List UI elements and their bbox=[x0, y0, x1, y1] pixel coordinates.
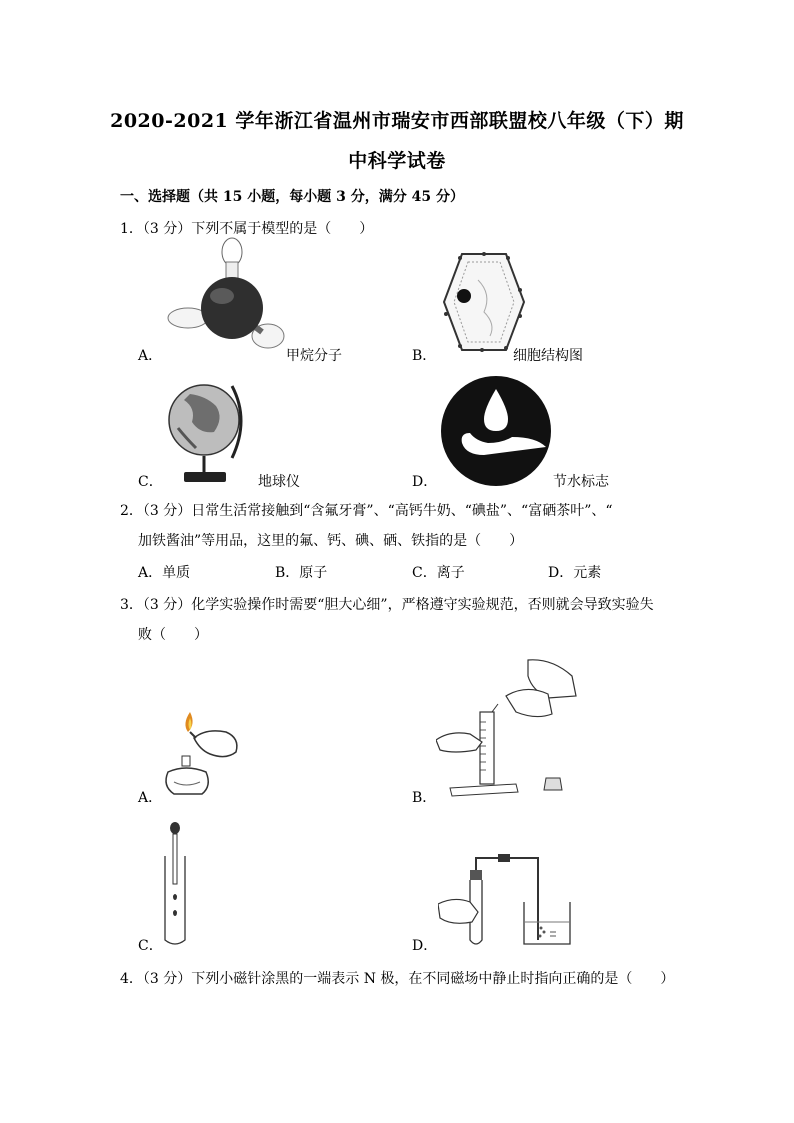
dropper-in-test-tube-icon bbox=[160, 822, 190, 948]
section-heading: 一、选择题（共 15 小题，每小题 3 分，满分 45 分） bbox=[120, 189, 464, 205]
gas-tightness-check-icon bbox=[438, 852, 574, 948]
q1-option-b-caption: 细胞结构图 bbox=[513, 348, 583, 364]
q2-option-b: B．原子 bbox=[275, 565, 328, 581]
q2-option-c: C．离子 bbox=[412, 565, 465, 581]
q1-option-b-letter: B． bbox=[412, 348, 437, 364]
q1-option-d-letter: D． bbox=[412, 474, 438, 490]
cell-structure-diagram-icon bbox=[440, 250, 528, 354]
question-3-stem-line-1: 3．（3 分）化学实验操作时需要“胆大心细”，严格遵守实验规范，否则就会导致实验失 bbox=[120, 597, 654, 613]
q1-option-a-caption: 甲烷分子 bbox=[286, 348, 342, 364]
question-2-stem-line-1: 2．（3 分）日常生活常接触到“含氟牙膏”、“高钙牛奶、“碘盐”、“富硒茶叶”、“ bbox=[120, 503, 613, 519]
question-4-stem: 4．（3 分）下列小磁针涂黑的一端表示 N 极，在不同磁场中静止时指向正确的是（ ） bbox=[120, 971, 675, 987]
exam-title-line-2: 中科学试卷 bbox=[348, 150, 446, 172]
water-saving-logo-icon bbox=[440, 375, 552, 487]
q1-option-d-caption: 节水标志 bbox=[553, 474, 609, 490]
alcohol-lamp-lighting-icon bbox=[160, 708, 244, 800]
pouring-into-graduated-cylinder-icon bbox=[436, 656, 582, 798]
q3-option-c-letter: C． bbox=[138, 938, 163, 954]
q1-option-c-caption: 地球仪 bbox=[258, 474, 300, 490]
question-1-stem: 1．（3 分）下列不属于模型的是（ ） bbox=[120, 221, 374, 237]
q3-option-d-letter: D． bbox=[412, 938, 438, 954]
methane-molecule-model-icon bbox=[158, 236, 288, 356]
q3-option-b-letter: B． bbox=[412, 790, 437, 806]
exam-title-line-1: 2020-2021 学年浙江省温州市瑞安市西部联盟校八年级（下）期 bbox=[110, 110, 684, 132]
q3-option-a-letter: A． bbox=[138, 790, 163, 806]
question-3-stem-line-2: 败（ ） bbox=[138, 627, 208, 643]
question-2-stem-line-2: 加铁酱油”等用品，这里的氟、钙、碘、硒、铁指的是（ ） bbox=[138, 533, 524, 549]
q2-option-d: D．元素 bbox=[548, 565, 602, 581]
globe-icon bbox=[166, 378, 248, 486]
q1-option-c-letter: C． bbox=[138, 474, 163, 490]
q2-option-a: A．单质 bbox=[138, 565, 191, 581]
q1-option-a-letter: A． bbox=[138, 348, 163, 364]
